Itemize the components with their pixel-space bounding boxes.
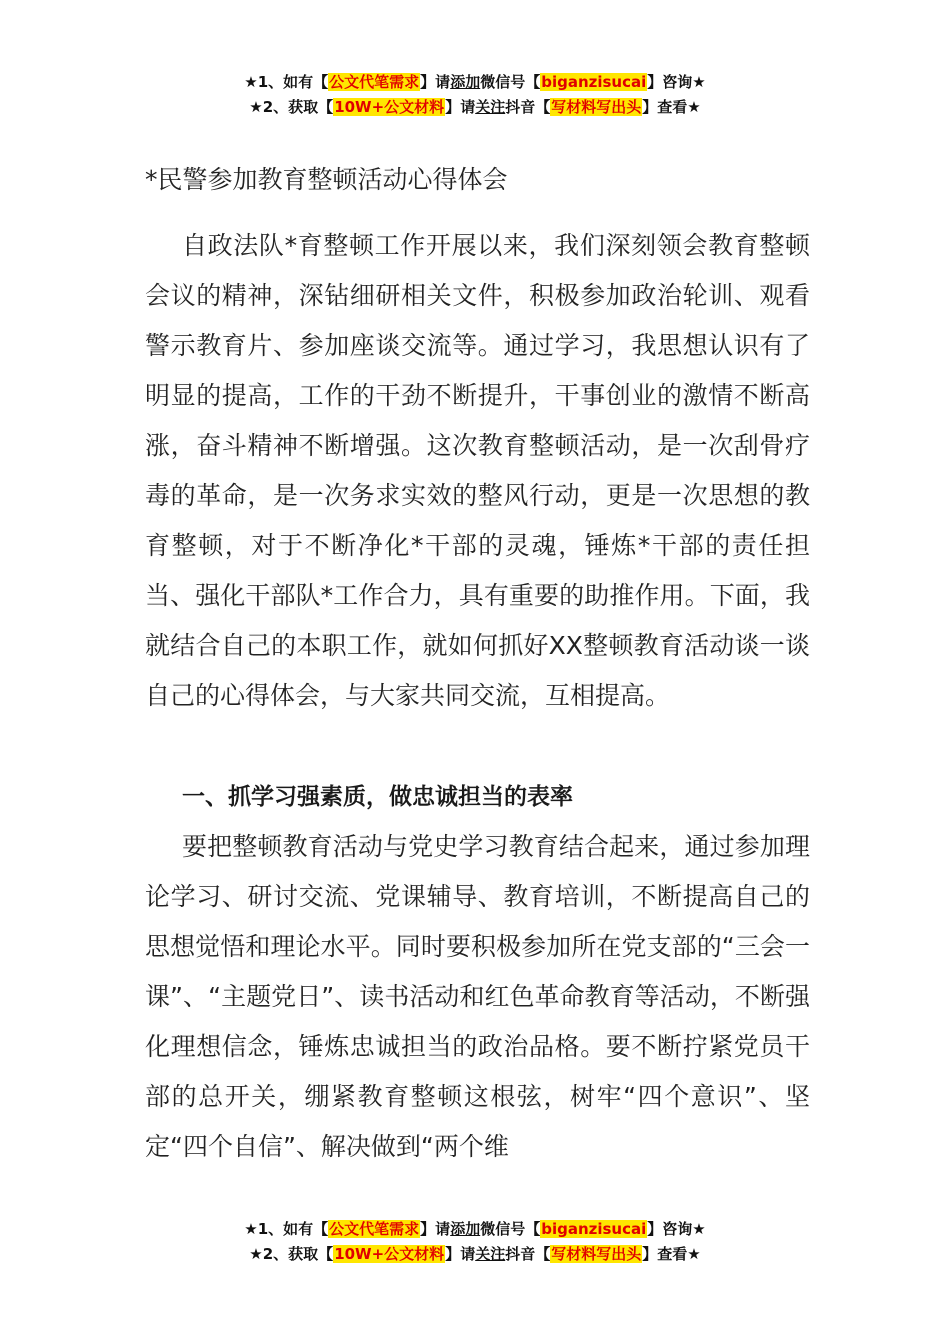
bottom-banner bbox=[0, 1217, 950, 1267]
banner-highlight: 10W+公文材料 bbox=[334, 1245, 445, 1263]
banner-text: 抖音【 bbox=[505, 1245, 551, 1263]
banner-wechat-id: biganzisucai bbox=[541, 73, 647, 91]
banner-underlined: 关注 bbox=[475, 1245, 506, 1263]
paragraph-section-1: 要把整顿教育活动与党史学习教育结合起来，通过参加理论学习、研讨交流、党课辅导、教育培训，不断提高自己的思想觉悟和理论水平。同时要积极参加所在党支部的“三会一课”、“主题党日”、读书活动和红色革命教育等活动，不断强化理想信念，锤炼忠诚担当的政治品格。要不断拧紧党员干部的总开关，绷紧教育整顿这根弦，树牢“四个意识”、坚定“四个自信”、解决做到“两个维 bbox=[145, 832, 810, 1161]
banner-text: 】请 bbox=[420, 1220, 451, 1238]
banner-highlight: 10W+公文材料 bbox=[334, 98, 445, 116]
banner-text: 微信号【 bbox=[480, 1220, 541, 1238]
banner-text: 微信号【 bbox=[480, 73, 541, 91]
banner-line-2 bbox=[0, 95, 950, 120]
banner-text: 】咨询★ bbox=[647, 73, 706, 91]
banner-text: 抖音【 bbox=[505, 98, 551, 116]
banner-wechat-id: biganzisucai bbox=[541, 1220, 647, 1238]
banner-line-1 bbox=[0, 70, 950, 95]
banner-text: ★1、如有【 bbox=[244, 1220, 329, 1238]
banner-text: ★1、如有【 bbox=[244, 73, 329, 91]
top-banner bbox=[0, 70, 950, 120]
banner-text: 】请 bbox=[445, 1245, 476, 1263]
paragraph-intro: 自政法队*育整顿工作开展以来，我们深刻领会教育整顿会议的精神，深钻细研相关文件，积极参加政治轮训、观看警示教育片、参加座谈交流等。通过学习，我思想认识有了明显的提高，工作的干劲不断提升，干事创业的激情不断高涨，奋斗精神不断增强。这次教育整顿活动，是一次刮骨疗毒的革命，是一次务求实效的整风行动，更是一次思想的教育整顿，对于不断净化*干部的灵魂，锤炼*干部的责任担当、强化干部队*工作合力，具有重要的助推作用。下面，我就结合自己的本职工作，就如何抓好XX整顿教育活动谈一谈自己的心得体会，与大家共同交流，互相提高。 bbox=[145, 231, 810, 710]
banner-highlight: 公文代笔需求 bbox=[329, 73, 420, 91]
banner-text: ★2、获取【 bbox=[249, 1245, 334, 1263]
banner-text: ★2、获取【 bbox=[249, 98, 334, 116]
section-heading-1: 一、抓学习强素质，做忠诚担当的表率 bbox=[182, 784, 573, 810]
banner-douyin-id: 写材料写出头 bbox=[551, 98, 642, 116]
document-title: *民警参加教育整顿活动心得体会 bbox=[145, 165, 508, 194]
banner-line-2 bbox=[0, 1242, 950, 1267]
banner-underlined: 添加 bbox=[450, 73, 481, 91]
banner-text: 】请 bbox=[420, 73, 451, 91]
banner-text: 】咨询★ bbox=[647, 1220, 706, 1238]
banner-line-1 bbox=[0, 1217, 950, 1242]
banner-highlight: 公文代笔需求 bbox=[329, 1220, 420, 1238]
banner-text: 】查看★ bbox=[642, 98, 701, 116]
banner-text: 】请 bbox=[445, 98, 476, 116]
banner-text: 】查看★ bbox=[642, 1245, 701, 1263]
banner-underlined: 关注 bbox=[475, 98, 506, 116]
banner-underlined: 添加 bbox=[450, 1220, 481, 1238]
banner-douyin-id: 写材料写出头 bbox=[551, 1245, 642, 1263]
